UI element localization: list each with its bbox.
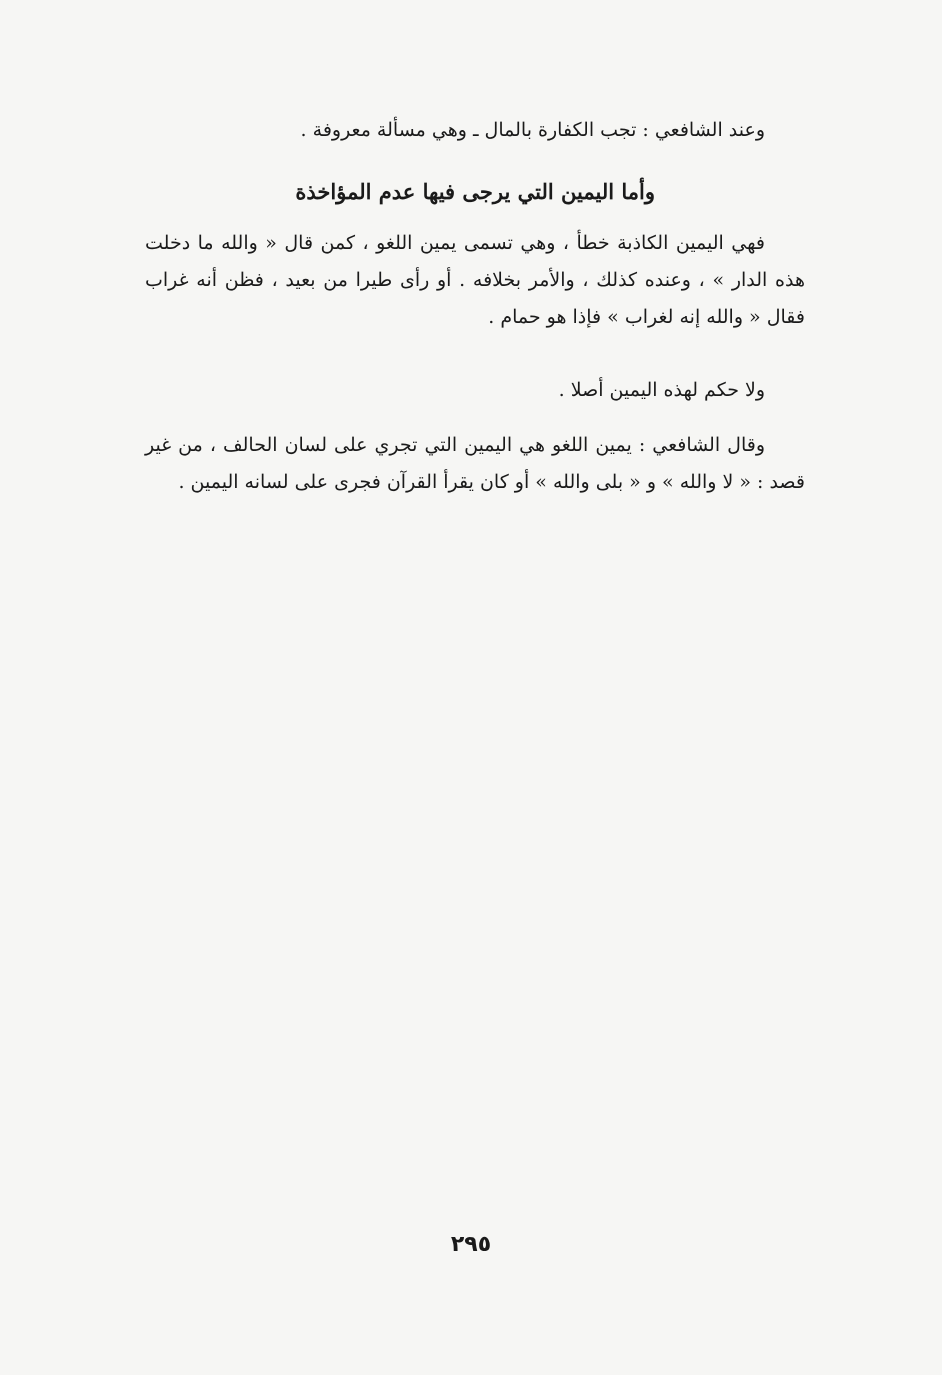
intro-line: وعند الشافعي : تجب الكفارة بالمال ـ وهي مسألة معروفة . <box>300 119 765 141</box>
paragraph: فهي اليمين الكاذبة خطأ ، وهي تسمى يمين اللغو ، كمن قال « والله ما دخلت هذه الدار » ، وعنده كذلك ، والأمر بخلافه . أو رأى طيرا من بعيد ، فظن أنه غراب فقال « والله إنه لغراب » فإذا هو حمام . <box>145 232 805 328</box>
page-number: ٢٩٥ <box>450 1232 492 1257</box>
paragraph: وقال الشافعي : يمين اللغو هي اليمين التي تجري على لسان الحالف ، من غير قصد : « لا والله » و « بلى والله » أو كان يقرأ القرآن فجرى على لسانه اليمين . <box>145 434 805 493</box>
paragraph: ولا حكم لهذه اليمين أصلا . <box>558 379 765 401</box>
section-heading: وأما اليمين التي يرجى فيها عدم المؤاخذة <box>295 179 655 204</box>
